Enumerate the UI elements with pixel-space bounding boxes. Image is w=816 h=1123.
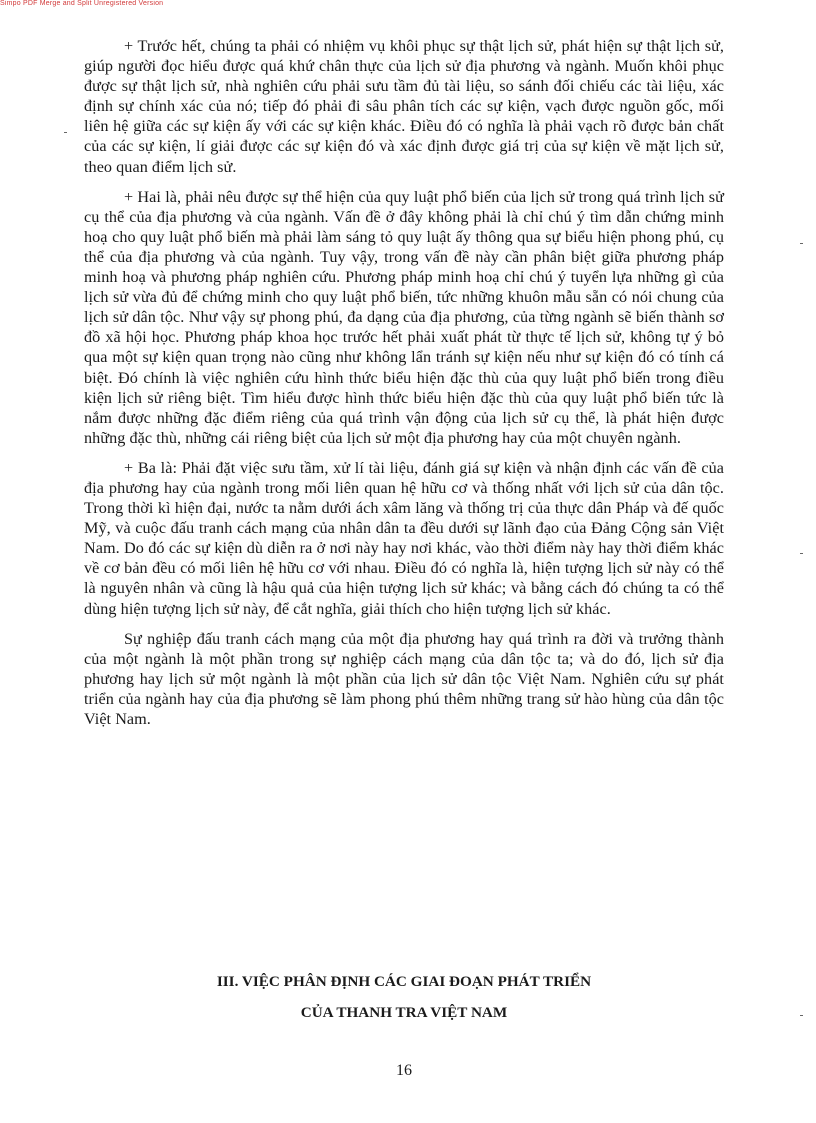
paragraph-second-task: + Hai là, phải nêu được sự thể hiện của quy luật phổ biến của lịch sử trong quá trình lịch sử cụ thể của địa phương và của ngành. Vấn đề ở đây không phải là chỉ chú ý tìm dẫn chứng minh hoạ cho quy luật phổ biến mà phải làm sáng tỏ quy luật ấy thông qua sự biểu hiện phong phú, cụ thể của địa phương và của ngành. Tuy vậy, trong vấn đề này cần phân biệt giữa phương pháp minh hoạ và phương pháp nghiên cứu. Phương pháp minh hoạ chỉ chú ý tuyển lựa những gì của lịch sử vừa đủ để chứng minh cho quy luật phổ biến, tức những khuôn mẫu sẵn có nói chung của lịch sử dân tộc. Như vậy sự phong phú, đa dạng của địa phương, của từng ngành sẽ biến thành sơ đồ xã hội học. Phương pháp khoa học trước hết phải xuất phát từ thực tế lịch sử, không tự ý bỏ qua một sự kiện quan trọng nào cũng như không lẩn tránh sự kiện nếu như sự kiện đó có tính cá biệt. Đó chính là việc nghiên cứu hình thức biểu hiện đặc thù của quy luật phổ biến trong điều kiện lịch sử riêng biệt. Tìm hiểu được hình thức biểu hiện đặc thù của quy luật phổ biến tức là nắm được những đặc điểm riêng của quá trình vận động của lịch sử cụ thể, là phát hiện được những đặc thù, những cái riêng biệt của lịch sử một địa phương hay của một chuyên ngành.	[84, 187, 724, 447]
paragraph-first-task: + Trước hết, chúng ta phải có nhiệm vụ khôi phục sự thật lịch sử, phát hiện sự thật lịch sử, giúp người đọc hiểu được quá khứ chân thực của lịch sử địa phương và ngành. Muốn khôi phục được sự thật lịch sử, nhà nghiên cứu phải sưu tầm đủ tài liệu, so sánh đối chiếu các tài liệu, xác định sự chính xác của nó; tiếp đó phải đi sâu phân tích các sự kiện, vạch được nguồn gốc, mối liên hệ giữa các sự kiện ấy với các sự kiện khác. Điều đó có nghĩa là phải vạch rõ được bản chất của các sự kiện, lí giải được các sự kiện đó và xác định được giá trị của sự kiện về mặt lịch sử, theo quan điểm lịch sử.	[84, 37, 724, 176]
paragraph-third-task: + Ba là: Phải đặt việc sưu tầm, xử lí tài liệu, đánh giá sự kiện và nhận định các vấn đề của địa phương hay của ngành trong mối liên quan hệ hữu cơ và thống nhất với lịch sử của dân tộc. Trong thời kì hiện đại, nước ta nằm dưới ách xâm lăng và thống trị của thực dân Pháp và đế quốc Mỹ, và cuộc đấu tranh cách mạng của nhân dân ta đều dưới sự lãnh đạo của Đảng Cộng sản Việt Nam. Do đó các sự kiện dù diễn ra ở nơi này hay nơi khác, vào thời điểm này hay thời điểm khác về cơ bản đều có mối liên hệ hữu cơ với nhau. Điều đó có nghĩa là, hiện tượng lịch sử này có thể là nguyên nhân và cũng là hậu quả của hiện tượng lịch sử khác; và bằng cách đó chúng ta có thể dùng hiện tượng lịch sử này, để cắt nghĩa, giải thích cho hiện tượng lịch sử khác.	[84, 458, 724, 618]
section-heading-line-1: III. VIỆC PHÂN ĐỊNH CÁC GIAI ĐOẠN PHÁT TRIỂN	[216, 973, 592, 990]
margin-mark	[800, 1015, 803, 1016]
section-heading-line-2: CỦA THANH TRA VIỆT NAM	[300, 1004, 508, 1021]
page-number: 16	[396, 1062, 412, 1079]
margin-mark	[64, 132, 67, 133]
corner-stamp: Simpo PDF Merge and Split Unregistered Version	[0, 0, 164, 7]
page-body	[84, 36, 724, 739]
margin-mark	[800, 553, 803, 554]
margin-mark	[800, 243, 803, 244]
paragraph-conclusion: Sự nghiệp đấu tranh cách mạng của một địa phương hay quá trình ra đời và trưởng thành của một ngành là một phần trong sự nghiệp cách mạng của dân tộc ta; và do đó, lịch sử địa phương hay lịch sử một ngành là một phần của lịch sử dân tộc Việt Nam. Nghiên cứu sự phát triển của ngành hay của địa phương sẽ làm phong phú thêm những trang sử hào hùng của dân tộc Việt Nam.	[84, 629, 724, 728]
